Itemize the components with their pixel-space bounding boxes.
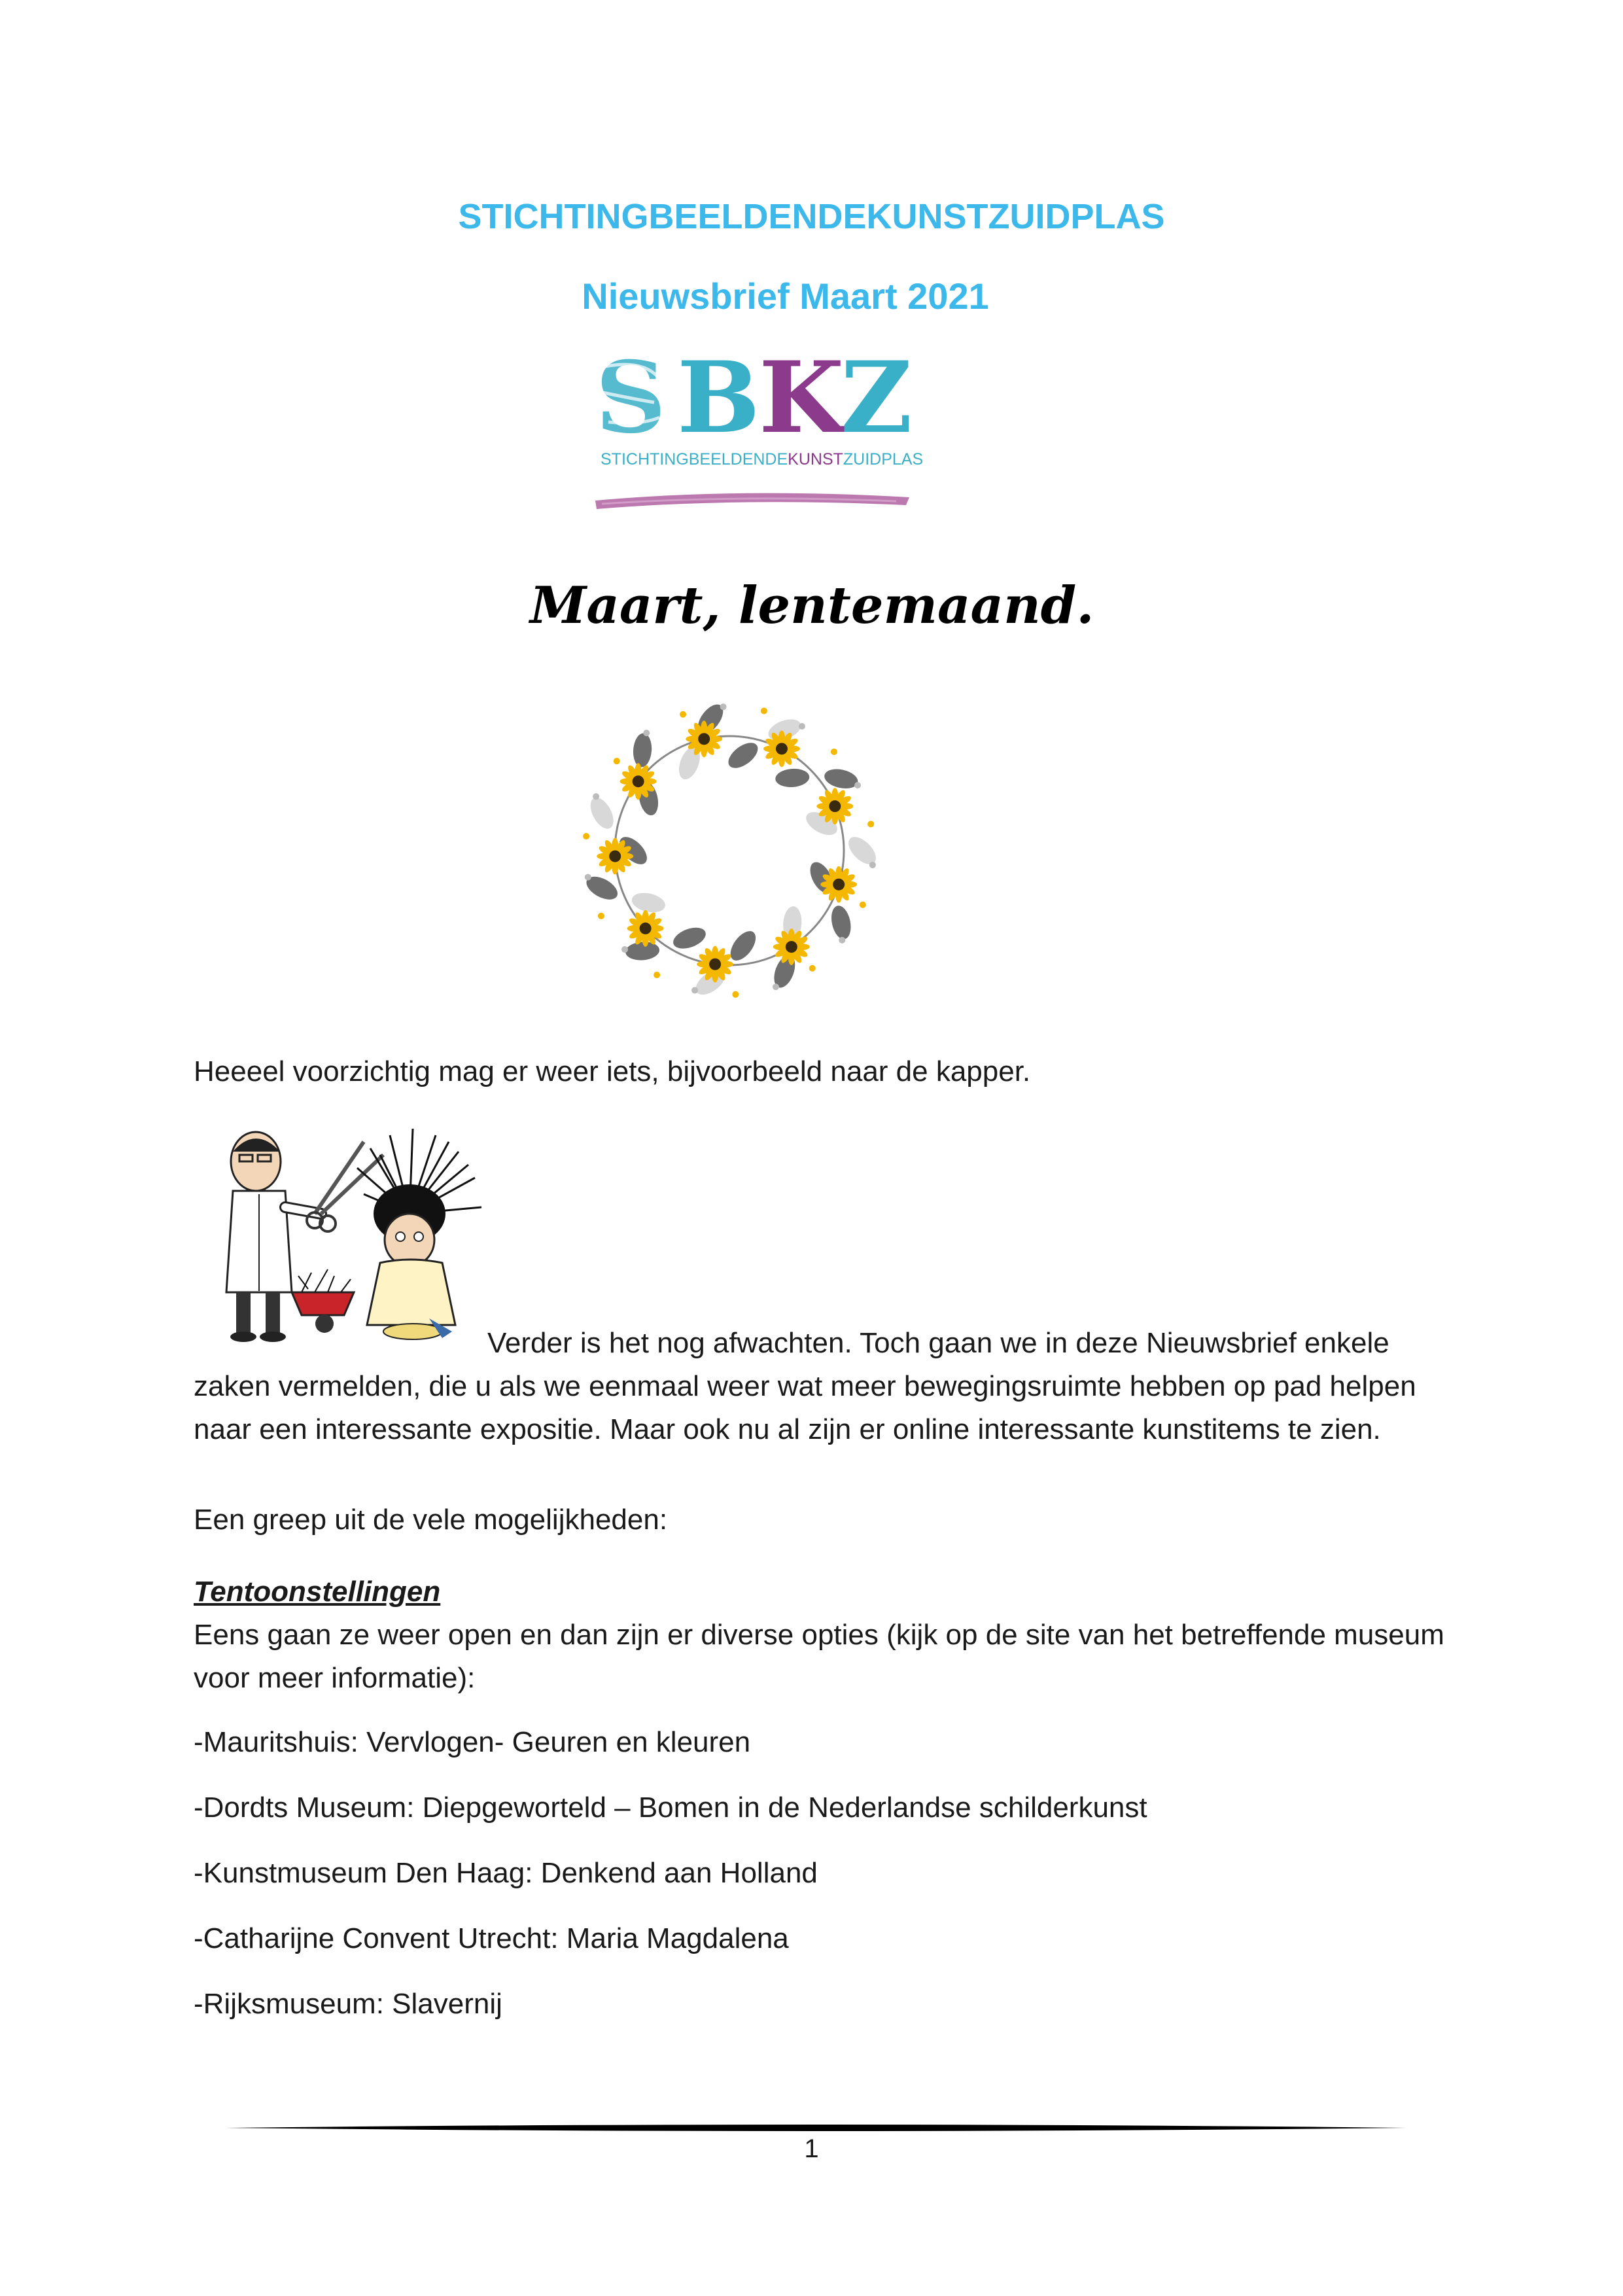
logo-letter-b: B [677,340,760,455]
sbkz-logo [543,340,935,537]
exhibition-item: -Mauritshuis: Vervlogen- Geuren en kleuren [194,1726,751,1758]
organization-title [0,196,1623,237]
exhibition-item: -Kunstmuseum Den Haag: Denkend aan Holland [194,1857,818,1889]
wreath-berry [691,987,698,994]
wreath-flower [773,928,810,965]
wreath-berry [773,983,779,990]
logo-letter-k: K [759,340,845,455]
logo-tagline-part2: KUNST [788,450,843,468]
section-intro-paragraph: Eens gaan ze weer open en dan zijn er diverse opties (kijk op de site van het betreffende museum voor meer informatie): [194,1619,1444,1694]
issue-title [0,275,1623,317]
wreath-berry [839,937,845,944]
wreath-berry [720,703,727,710]
wreath-berry [869,862,876,868]
wreath-berry [831,749,837,755]
barber-cartoon [194,1116,488,1351]
logo-tagline-part1: STICHTINGBEELDENDE [601,450,788,468]
verder-paragraph: zaken vermelden, die u als we eenmaal weer wat meer bewegingsruimte hebben op pad helpen naar een interessante expositie. Maar ook nu al zijn er online interessante kunstitems te zien. [194,1370,1416,1445]
wreath-berry [614,758,620,764]
wreath-berry [799,723,805,730]
wreath-berry [867,821,874,827]
wreath-berry [854,782,861,788]
logo-tagline-part3: ZUIDPLAS [843,450,924,468]
wreath-leaf [630,890,667,915]
wreath-berry [654,972,660,978]
wreath-leaf [822,766,860,791]
wreath-leaf [829,904,854,941]
wreath-leaf [585,794,618,832]
wheelbarrow-icon [292,1269,354,1333]
wreath-leaf [724,738,762,773]
wreath-berry [680,711,686,718]
wreath-berry [761,707,767,714]
page-number: 1 [804,2134,819,2163]
wreath-leaf [632,733,653,768]
main-heading: Maart, lentemaand. [530,576,1094,635]
logo-tagline [601,450,923,468]
wreath-leaf [725,927,761,964]
logo-letter-s-text: S [595,340,667,455]
section-heading-tentoonstellingen: Tentoonstellingen [194,1576,441,1608]
wreath-berry [809,965,816,972]
wreath-berry [598,913,604,919]
exhibition-item: -Catharijne Convent Utrecht: Maria Magdalena [194,1922,789,1954]
wreath-berry [583,833,589,839]
wreath-flower [697,946,733,983]
verder-paragraph-first-line: Verder is het nog afwachten. Toch gaan we in deze Nieuwsbrief enkele [487,1327,1389,1359]
wreath-leaf [671,924,709,953]
wreath-leaf [775,768,810,788]
organization-title-text: STICHTINGBEELDENDEKUNSTZUIDPLAS [458,197,1165,236]
exhibition-item: -Dordts Museum: Diepgeworteld – Bomen in de Nederlandse schilderkunst [194,1792,1147,1824]
wreath-berry [860,902,866,908]
wreath-berry [732,991,739,998]
greep-paragraph: Een greep uit de vele mogelijkheden: [194,1504,668,1536]
wreath-berry [621,946,628,953]
wreath-berry [593,793,599,800]
exhibition-item: -Rijksmuseum: Slavernij [194,1988,502,2020]
wreath-berry [585,874,591,881]
wreath-berry [643,730,650,736]
logo-letter-s [595,340,666,455]
logo-letter-z: Z [841,340,913,455]
issue-title-text: Nieuwsbrief Maart 2021 [582,275,989,317]
flower-wreath-illustration [559,687,899,1014]
intro-paragraph: Heeeel voorzichtig mag er weer iets, bijvoorbeeld naar de kapper. [194,1055,1031,1087]
footer-divider [226,2120,1406,2136]
